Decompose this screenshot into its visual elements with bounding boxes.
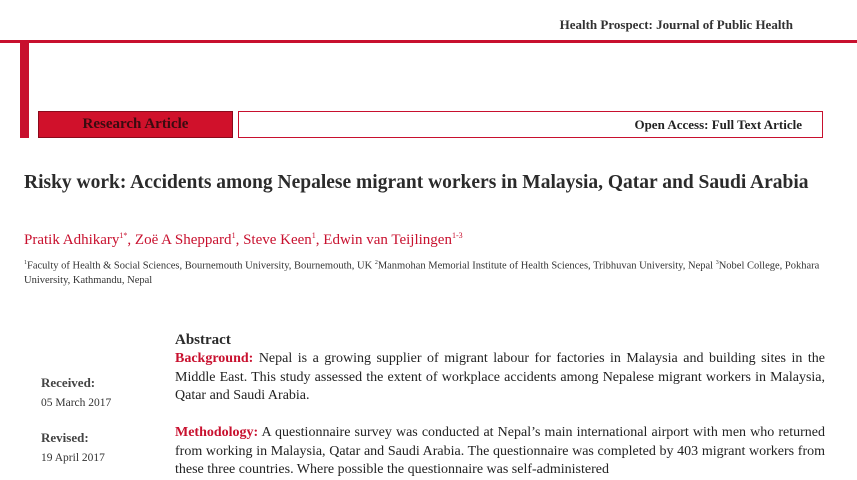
affiliation-text: Nobel College, Pokhara University, Kathmandu, Nepal xyxy=(24,260,820,286)
author-affiliation-mark: 1 xyxy=(311,231,316,240)
journal-name: Health Prospect: Journal of Public Health xyxy=(559,17,793,32)
open-access-banner: Open Access: Full Text Article xyxy=(238,111,823,138)
article-type-badge: Research Article xyxy=(38,111,233,138)
background-text: Nepal is a growing supplier of migrant labour for factories in Malaysia and building sites in the Middle East. This study assessed the extent of workplace accidents among Nepalese migrant workers in Malaysia, Qatar and Saudi Arabia. xyxy=(175,351,825,403)
article-title: Risky work: Accidents among Nepalese migrant workers in Malaysia, Qatar and Saudi Arabia xyxy=(24,172,809,193)
author-list: Pratik Adhikary$^{1*}$, Zoë A Sheppard$^1$, Steve Keen$^1$, Edwin van Teijlingen$^{1-3}$ xyxy=(24,231,463,248)
accent-bar xyxy=(20,40,29,138)
header-rule xyxy=(0,40,857,43)
affiliation-mark: 2 xyxy=(374,260,378,266)
revised-date: 19 April 2017 xyxy=(41,452,105,464)
methodology-text: A questionnaire survey was conducted at Nepal’s main international airport with men who returned from working in Malaysia, Qatar and Saudi Arabia. The questionnaire was completed by 403 migrant workers from these three countries. Where possible the questionnaire was self-administered xyxy=(175,425,825,477)
revised-label: Revised: xyxy=(41,430,89,445)
author-name[interactable]: Pratik Adhikary xyxy=(24,232,120,248)
affiliations xyxy=(24,256,834,288)
author-affiliation-mark: 1 xyxy=(231,231,236,240)
methodology-label: Methodology: xyxy=(175,425,259,440)
author-name[interactable]: Steve Keen xyxy=(243,232,312,248)
author-affiliation-mark: 1-3 xyxy=(451,231,463,240)
affiliation-text: Manmohan Memorial Institute of Health Sciences, Tribhuvan University, Nepal xyxy=(377,260,714,272)
author-name[interactable]: Edwin van Teijlingen xyxy=(323,232,452,248)
author-name[interactable]: Zoë A Sheppard xyxy=(134,232,232,248)
affiliation-text: Faculty of Health & Social Sciences, Bournemouth University, Bournemouth, UK xyxy=(27,260,373,272)
abstract-methodology xyxy=(175,424,825,480)
abstract-background xyxy=(175,350,825,406)
author-affiliation-mark: 1* xyxy=(119,231,128,240)
affiliation-mark: 1 xyxy=(24,260,27,266)
background-label: Background: xyxy=(175,351,254,366)
received-label: Received: xyxy=(41,375,96,390)
received-date: 05 March 2017 xyxy=(41,397,112,409)
affiliation-mark: 3 xyxy=(715,260,719,266)
abstract-heading: Abstract xyxy=(175,332,231,348)
